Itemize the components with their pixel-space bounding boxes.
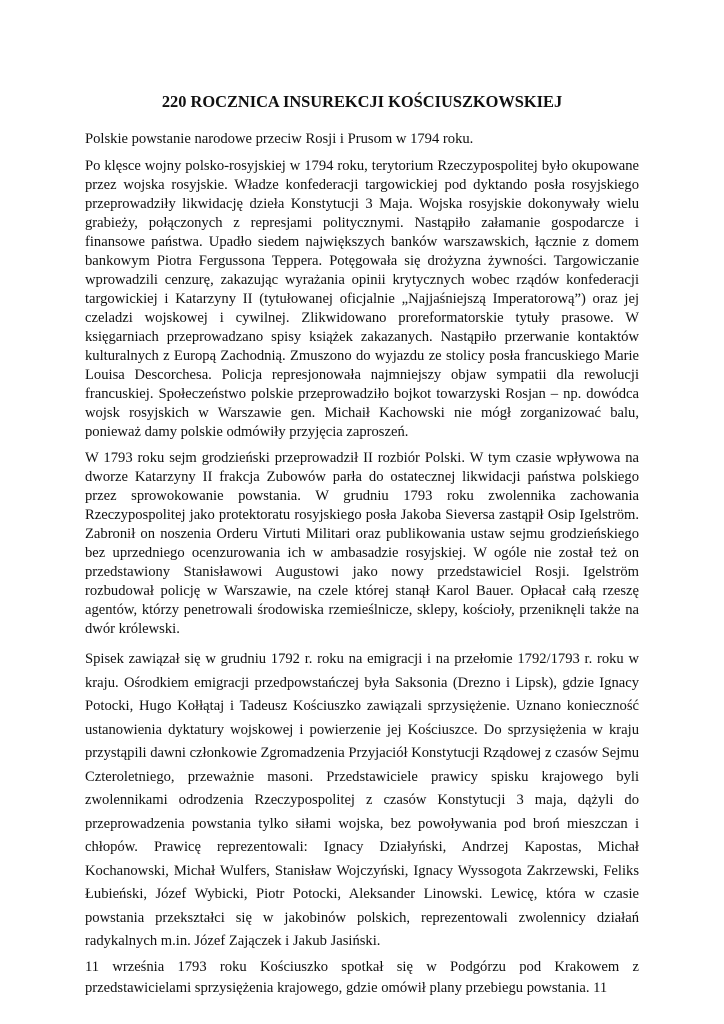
- document-title: 220 ROCZNICA INSUREKCJI KOŚCIUSZKOWSKIEJ: [161, 92, 563, 111]
- intro-paragraph: Polskie powstanie narodowe przeciw Rosji i Prusom w 1794 roku.: [85, 131, 474, 147]
- paragraph-conspiracy: Spisek zawiązał się w grudniu 1792 r. roku na emigracji i na przełomie 1792/1793 r. roku w kraju. Ośrodkiem emigracji przedpowstańczej była Saksonia (Drezno i Lipsk), gdzie Ignacy Potocki, Hugo Kołłątaj i Tadeusz Kościuszko zawiązali sprzysiężenie. Uznano konieczność ustanowienia dyktatury wojskowej i powierzenie jej Kościuszce. Do sprzysiężenia w kraju przystąpili dawni członkowie Zgromadzenia Przyjaciół Konstytucji Rządowej z czasów Sejmu Czteroletniego, przeważnie masoni. Przedstawiciele prawicy spisku krajowego byli zwolennikami odrodzenia Rzeczypospolitej z czasów Konstytucji 3 maja, dążyli do przeprowadzenia powstania tylko siłami wojska, bez powoływania pod broń mieszczan i chłopów. Prawicę reprezentowali: Ignacy Działyński, Andrzej Kapostas, Michał Kochanowski, Michał Wulfers, Stanisław Wojczyński, Ignacy Wyssogota Zakrzewski, Feliks Łubieński, Józef Wybicki, Piotr Potocki, Aleksander Linowski. Lewicę, która w czasie powstania przekształci się w jakobinów polskich, reprezentowali zwolennicy działań radykalnych m.in. Józef Zajączek i Jakub Jasiński.: [85, 651, 639, 949]
- paragraph-second-partition: W 1793 roku sejm grodzieński przeprowadził II rozbiór Polski. W tym czasie wpływowa na dworze Katarzyny II frakcja Zubowów parła do ostatecznej likwidacji państwa polskiego przez sprowokowanie powstania. W grudniu 1793 roku zwolennika zachowania Rzeczypospolitej jako protektoratu rosyjskiego posła Jakoba Sieversa zastąpił Osip Igelström. Zabronił on noszenia Orderu Virtuti Militari oraz publikowania ustaw sejmu grodzieńskiego bez uprzedniego ocenzurowania ich w ambasadzie rosyjskiej. W ogóle nie został też on przedstawiony Stanisławowi Augustowi jako nowy przedstawiciel Rosji. Igelström rozbudował policję w Warszawie, na czele której stanął Karol Bauer. Opłacał całą rzeszę agentów, którzy penetrowali środowiska rzemieślnicze, sklepy, kościoły, przeniknęli także na dwór królewski.: [85, 450, 639, 637]
- paragraph-meeting: 11 września 1793 roku Kościuszko spotkał się w Podgórzu pod Krakowem z przedstawicielami sprzysiężenia krajowego, gdzie omówił plany przebiegu powstania. 11: [85, 958, 639, 996]
- paragraph-occupation: Po klęsce wojny polsko-rosyjskiej w 1794 roku, terytorium Rzeczypospolitej było okupowane przez wojska rosyjskie. Władze konfederacji targowickiej pod dyktando posła rosyjskiego przeprowadziły likwidację dzieła Konstytucji 3 Maja. Wojska rosyjskie dokonywały wielu grabieży, połączonych z represjami politycznymi. Nastąpiło załamanie gospodarcze i finansowe państwa. Upadło siedem największych banków warszawskich, łącznie z domem bankowym Piotra Fergussona Teppera. Potęgowała się drożyzna żywności. Targowiczanie wprowadzili cenzurę, zakazując wyrażania opinii krytycznych wobec rządów konfederacji targowickiej i Katarzyny II (tytułowanej oficjalnie „Najjaśniejszą Imperatorową”) oraz jej czeladzi wojskowej i cywilnej. Zlikwidowano proreformatorskie tytuły prasowe. W księgarniach przeprowadzano spisy książek zakazanych. Nastąpiło przerwanie kontaktów kulturalnych z Europą Zachodnią. Zmuszono do wyjazdu ze stolicy posła francuskiego Marie Louisa Descorchesa. Policja represjonowała najmniejszy objaw sympatii dla rewolucji francuskiej. Społeczeństwo polskie przeprowadziło bojkot towarzyski Rosjan – np. dowódca wojsk rosyjskich w Warszawie gen. Michaił Kachowski nie mógł zorganizować balu, ponieważ damy polskie odmówiły przyjęcia zaproszeń.: [85, 158, 639, 440]
- document-page: [85, 92, 639, 999]
